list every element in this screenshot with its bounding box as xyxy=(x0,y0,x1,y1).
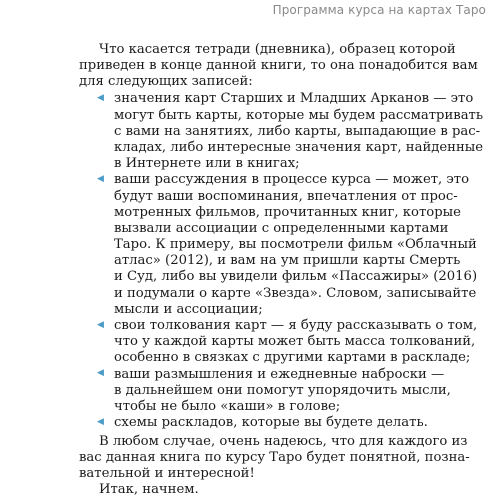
list-item-line: в Интернете или в книгах; xyxy=(114,156,300,172)
list-item-line: Таро. К примеру, вы посмотрели фильм «Облачный xyxy=(114,237,477,252)
closing-line: вательной и интересной! xyxy=(79,466,255,481)
bullet-marker-icon: ◀ xyxy=(97,92,104,103)
intro-line: для следующих записей: xyxy=(79,74,253,90)
closing-line: В любом случае, очень надеюсь, что для каждого из xyxy=(99,433,468,449)
list-item-line: значения карт Старших и Младших Арканов — это xyxy=(114,91,474,107)
closing-line: вас данная книга по курсу Таро будет понятной, позна- xyxy=(79,449,470,465)
list-item-line: с вами на занятиях, либо карты, выпадающие в рас- xyxy=(114,123,481,139)
list-item-line: и подумали о карте «Звезда». Словом, записывайте xyxy=(114,285,477,301)
closing-line: Итак, начнем. xyxy=(99,482,199,498)
bullet-marker-icon: ◀ xyxy=(97,319,104,330)
list-item-line: чтобы не было «каши» в голове; xyxy=(114,398,341,414)
list-item-line: в дальнейшем они помогут упорядочить мысли, xyxy=(114,382,451,398)
list-item-line: схемы раскладов, которые вы будете делать. xyxy=(114,415,428,431)
intro-line: приведен в конце данной книги, то она понадобится вам xyxy=(79,58,478,74)
list-item-line: особенно в связках с другими картами в раскладе; xyxy=(114,350,471,366)
list-item-line: вызвали ассоциации с определенными картами xyxy=(114,220,449,236)
list-item-line: и Суд, либо вы увидели фильм «Пассажиры» (2016) xyxy=(114,269,478,285)
running-header: Программа курса на картах Таро xyxy=(272,3,486,17)
bullet-marker-icon: ◀ xyxy=(97,173,104,184)
list-item-line: кладах, либо интересные значения карт, найденные xyxy=(114,139,484,155)
list-item-line: мысли и ассоциации; xyxy=(114,301,263,317)
list-item-line: атлас» (2012), и вам на ум пришли карты Смерть xyxy=(114,253,461,269)
bullet-marker-icon: ◀ xyxy=(97,416,104,427)
intro-line: Что касается тетради (дневника), образец которой xyxy=(99,42,456,57)
list-item-line: что у каждой карты может быть масса толкований, xyxy=(114,334,476,350)
list-item-line: ваши рассуждения в процессе курса — может, это xyxy=(114,172,470,188)
bullet-marker-icon: ◀ xyxy=(97,368,104,379)
list-item-line: свои толкования карт — я буду рассказывать о том, xyxy=(114,318,478,333)
list-item-line: мотренных фильмов, прочитанных книг, которые xyxy=(114,204,461,220)
list-item-line: могут быть карты, которые мы будем рассматривать xyxy=(114,107,484,123)
list-item-line: будут ваши воспоминания, впечатления от прос- xyxy=(114,188,458,204)
list-item-line: ваши размышления и ежедневные наброски — xyxy=(114,366,445,382)
